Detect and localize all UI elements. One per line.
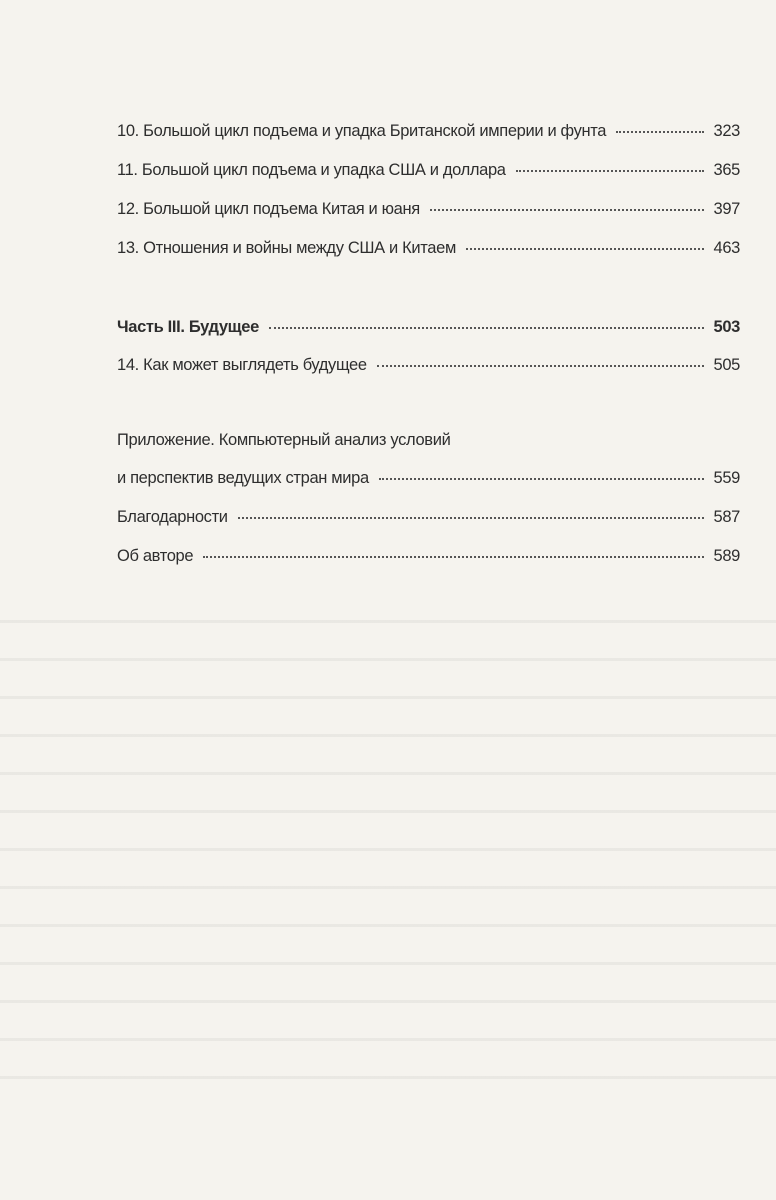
- bleed-through-background: [0, 590, 776, 1110]
- dot-leader: [203, 555, 703, 558]
- dot-leader: [616, 130, 703, 133]
- toc-entry: [117, 161, 740, 180]
- dot-leader: [269, 326, 704, 329]
- entry-title: Часть III. Будущее: [117, 318, 259, 336]
- entry-title: 11. Большой цикл подъема и упадка США и доллара: [117, 161, 506, 179]
- entry-title: 12. Большой цикл подъема Китая и юаня: [117, 200, 420, 218]
- dot-leader: [516, 169, 704, 172]
- entry-title: 13. Отношения и войны между США и Китаем: [117, 239, 456, 257]
- dot-leader: [430, 208, 704, 211]
- entry-page: 323: [713, 122, 740, 140]
- entry-page: 463: [713, 239, 740, 257]
- entry-page: 559: [713, 469, 740, 487]
- entry-title: Об авторе: [117, 547, 194, 565]
- dot-leader: [466, 247, 704, 250]
- entry-page: 589: [713, 547, 740, 565]
- toc-entry: [117, 469, 740, 488]
- entry-title-line1: Приложение. Компьютерный анализ условий: [117, 431, 451, 449]
- toc-entry: [117, 547, 740, 566]
- toc-part-heading: [117, 318, 740, 337]
- entry-page: 397: [713, 200, 740, 218]
- entry-title: 14. Как может выглядеть будущее: [117, 356, 367, 374]
- entry-title: и перспектив ведущих стран мира: [117, 469, 369, 487]
- dot-leader: [238, 516, 704, 519]
- toc-entry: [117, 122, 740, 141]
- toc-entry: [117, 239, 740, 258]
- toc-entry: [117, 200, 740, 219]
- dot-leader: [379, 477, 704, 480]
- entry-title: 10. Большой цикл подъема и упадка Британской империи и фунта: [117, 122, 607, 140]
- entry-page: 365: [713, 161, 740, 179]
- entry-page: 587: [713, 508, 740, 526]
- toc-entry: [117, 356, 740, 375]
- entry-page: 503: [713, 318, 740, 336]
- entry-page: 505: [713, 356, 740, 374]
- toc-entry: [117, 508, 740, 527]
- entry-title: Благодарности: [117, 508, 228, 526]
- dot-leader: [377, 364, 704, 367]
